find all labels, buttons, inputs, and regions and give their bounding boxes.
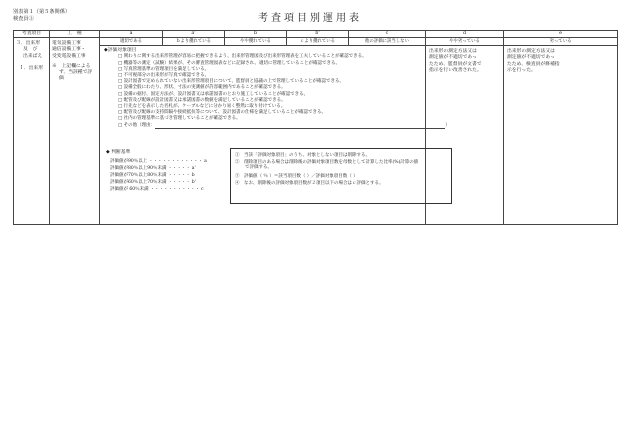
judge-line: 評価値が70％以上80％未満 ・・・・・ b <box>110 173 195 179</box>
list-item: □ 配管及び配線の支持間隔や接続抵抗等について、設計図書の仕様を満足していることが確認できる。 <box>118 110 326 116</box>
list-item: □ 社内の管理基準に基づき管理していることが確認できる。 <box>118 116 241 122</box>
col-header-grade: b <box>225 31 287 38</box>
other-label: □ その他（理由： <box>118 122 156 128</box>
item-cell <box>14 38 50 225</box>
col-header-grade: a' <box>163 31 225 38</box>
grade-desc: 他の評価に該当しない <box>349 38 426 46</box>
calculation-notes-box <box>230 148 452 204</box>
list-item: □ 機器等の測定（試験）結果が、その審査管理図表などに記録され、適切に管理していることが確認できる。 <box>118 60 340 66</box>
grade-desc: ｃより優れている <box>287 38 349 46</box>
list-item: □ 不可視部分の出来形が写真で確認できる。 <box>118 73 210 79</box>
col-header-grade: b' <box>287 31 349 38</box>
judge-line: 評価値が 60％未満 ・・・・・・・・・・・ c <box>110 187 204 193</box>
col-header-work: 工 種 <box>50 31 100 38</box>
col-header-grade: d <box>426 31 504 38</box>
col-header-item: 考査項目 <box>14 31 50 38</box>
work-cell <box>50 38 100 225</box>
col-header-grade: c <box>349 31 426 38</box>
list-item: □ 設計図書で定められていない出来形管理項目について、監督員と協議の上で管理していることが確認できる。 <box>118 79 344 85</box>
eval-items-heading: ◆評価対象項目 <box>104 48 137 54</box>
grade-desc: やや劣っている <box>426 38 504 46</box>
list-item: □ 写真管理基準の管理項目を満足している。 <box>118 66 210 72</box>
work-note: ※ 上記欄による ず、当該種で評 価 <box>52 63 93 82</box>
col-header-grade: a <box>100 31 163 38</box>
work-line: 電気設備工事 <box>52 41 81 47</box>
other-reason-blank <box>155 123 445 129</box>
evaluation-table <box>13 30 617 217</box>
grade-desc: ｂより優れている <box>163 38 225 46</box>
other-reason-line: □ その他（理由： ） <box>118 122 450 128</box>
grade-desc: やや優れている <box>225 38 287 46</box>
judge-line: 評価値が60％以上70％未満 ・・・・・ b' <box>110 180 196 186</box>
work-line: 通信設備工事・ <box>52 47 86 53</box>
item-line: 出来ばえ <box>23 53 43 59</box>
page-title: 考査項目別運用表 <box>258 13 362 24</box>
calc-line: ① 当該「評価対象項目」のうち、対象としない項目は削除する。 <box>235 153 370 159</box>
grade-desc: 適切である <box>100 38 163 46</box>
col-header-grade: e <box>504 31 618 38</box>
calc-line: で評価する。 <box>245 165 272 171</box>
grade-d-description: 出来形の測定方法又は 測定値が不適切であっ たため、監督員が文書で 指示を行い改善された。 <box>426 46 504 225</box>
form-header <box>13 9 70 23</box>
calc-line: ② 削除項目のある場合は削除後の評価対象項目数を母数として計算した比率(%)計算の値 <box>235 159 419 165</box>
list-item: □ 設備の据付、固定方法が、設計図書又は承諾図書のとおり施工していることが確認できる。 <box>118 91 309 97</box>
item-line: ３．出来形 <box>16 41 40 47</box>
evaluation-criteria-cell <box>100 46 450 225</box>
calc-line: ③ 評価値（ ％ ）＝該当項目数（ ）／評価対象項目数（ ） <box>235 173 358 179</box>
judgement-criteria <box>106 150 216 193</box>
work-line: 受変電設備工事 <box>52 53 86 59</box>
item-line: 及 び <box>23 47 38 53</box>
judge-line: 評価値が90％以上 ・・・・・・・・・・・・ a <box>110 159 207 165</box>
form-reference: 別表第１（第５条関係） <box>13 9 71 15</box>
calc-line: ④ なお、削除後の評価対象項目数が２項目以下の場合はｃ評価とする。 <box>235 181 384 187</box>
list-item: □ 関わりに関する出来形管理が容易に把握できるよう、出来形管理図及び出来形管理表を工夫していることが確認できる。 <box>118 54 367 60</box>
grade-e-description: 出来形の測定方法又は 測定値が不適切であっ たため、検査員が修補指 示を行った。 <box>504 46 618 225</box>
list-item: □ 行先などを表示した名札が、ケーブルなどに分かり易く整然に取り付けている。 <box>118 104 286 110</box>
review-label: 検査員③ <box>13 16 34 22</box>
judge-line: 評価値が80％以上90％未満 ・・・・・ a' <box>110 166 196 172</box>
list-item: □ 配管及び配線が設計図書又は承諾図書の数値を満足していることが確認できる。 <box>118 97 286 103</box>
eval-items-list <box>104 54 450 128</box>
judge-heading: ◆ 判断基準 <box>106 150 131 156</box>
grade-desc: 劣っている <box>504 38 618 46</box>
item-line: Ｉ．出来形 <box>19 66 43 72</box>
list-item: □ 設備全般にわたり、形状、寸法の実測値が許容範囲内であることが確認できる。 <box>118 85 286 91</box>
